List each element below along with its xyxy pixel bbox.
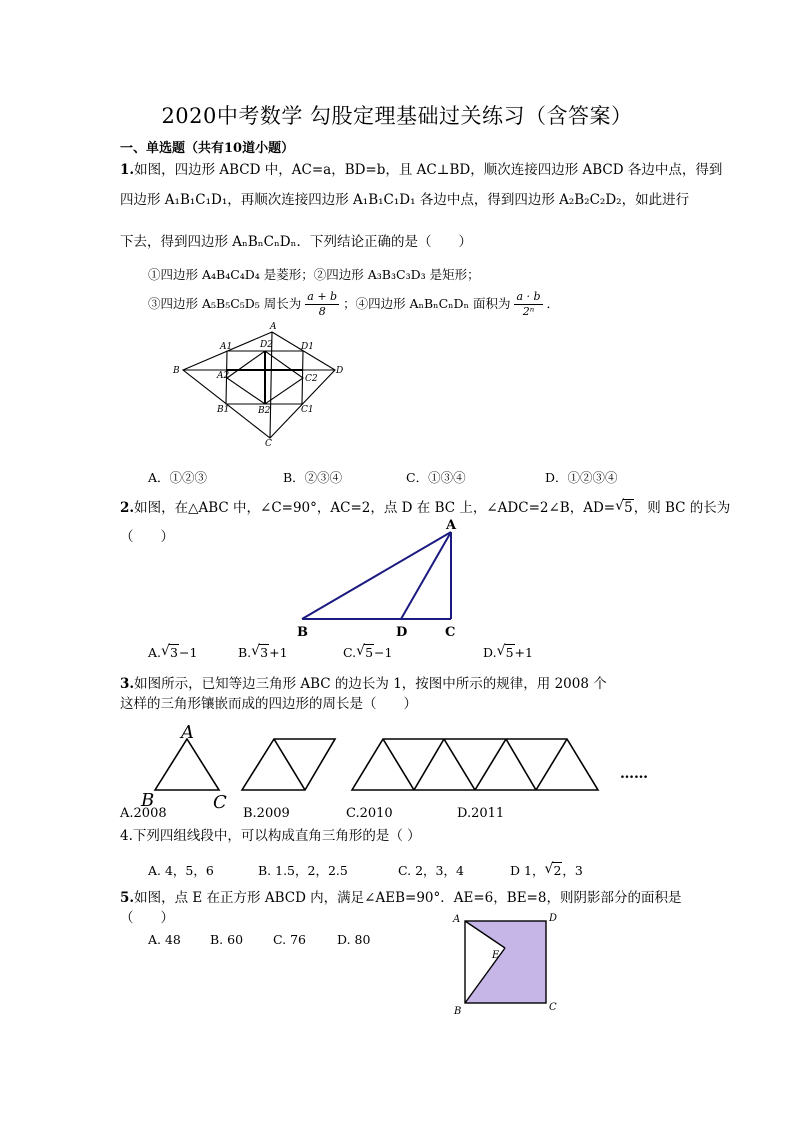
q1-label-b1: B1 [217,405,230,415]
q1-number: 1. [120,162,135,178]
q3-number: 3. [120,676,135,692]
q4-option-d[interactable] [510,861,583,879]
q5-option-a[interactable]: A. 48 [148,932,181,947]
q1-label-d1: D1 [301,342,314,352]
q3-tessellation-2 [242,739,335,790]
q4-option-b[interactable]: B. 1.5，2，2.5 [258,863,348,878]
q3-tessellation-long [352,739,598,790]
q2-opt-a-suffix: −1 [178,645,198,660]
q1-label-b2: B2 [258,406,271,416]
q1-perimeter-fraction [305,290,339,319]
q1-label-a: A [270,322,277,332]
q1-line2: 四边形 A₁B₁C₁D₁，再顺次连接四边形 A₁B₁C₁D₁ 各边中点，得到四边形 A₂B₂C₂D₂，如此进行 [120,192,690,208]
q3-figure [115,722,675,812]
q4-line [120,826,421,846]
q2-opt-d-prefix: D. [483,645,497,660]
q3-option-c[interactable]: C.2010 [346,806,393,821]
q2-paren: （ ） [120,529,174,545]
q1-line3: 下去，得到四边形 AₙBₙCₙDₙ．下列结论正确的是（ ） [120,234,472,250]
q2-opt-d-sqrt: √ 5 [496,643,514,660]
q4-option-a[interactable]: A. 4，5，6 [148,863,214,878]
q2-opt-c-suffix: −1 [374,645,393,660]
q1-label-d2: D2 [260,340,273,350]
q3-ellipsis: …… [620,766,648,782]
q2-opt-c-sqrt: √ 5 [356,643,374,660]
q5-label-a: A [453,914,461,925]
page-title: 2020中考数学 勾股定理基础过关练习（含答案） [161,104,633,128]
q4-text: 下列四组线段中，可以构成直角三角形的是（ ） [132,828,421,844]
q1-statement-3-4 [148,290,559,319]
q5-option-b[interactable]: B. 60 [210,932,244,947]
q3-label-b: B [141,790,155,811]
q5-text: 如图，点 E 在正方形 ABCD 内，满足∠AEB=90°．AE=6，BE=8，则阴影部分的面积是 [134,890,682,906]
q1-frac1-num: a + b [307,290,338,303]
q2-opt-a-sqrt: √ 3 [161,643,178,660]
q2-label-b: B [297,625,308,640]
q3-triangle-1 [155,739,219,790]
q5-number: 5. [120,890,135,906]
q2-radicand: 5 [624,500,633,516]
q2-text-end: ，则 BC 的长为 [633,500,731,516]
q4-opt-d-radicand: 2 [553,863,562,878]
q2-label-a: A [446,518,457,533]
q2-sqrt: √ 5 [615,498,633,516]
q1-text-1: 如图，四边形 ABCD 中，AC=a，BD=b，且 AC⊥BD，顺次连接四边形 ABCD 各边中点，得到 [134,162,723,178]
q1-area-fraction [514,290,542,319]
q4-opt-d-prefix: D 1， [510,863,545,878]
q2-opt-b-radicand: 3 [260,645,269,660]
q1-label-a1: A1 [220,342,233,352]
q1-label-d: D [336,366,344,376]
q3-label-c: C [213,792,227,812]
q2-label-d: D [396,625,408,640]
q1-frac2-num: a · b [516,290,541,303]
q2-label-c: C [445,625,456,640]
q2-opt-b-sqrt: √ 3 [251,643,269,660]
q1-s3c: ． [546,296,560,311]
q3-line2: 这样的三角形镶嵌而成的四边形的周长是（ ） [120,696,417,712]
q1-label-a2: A2 [217,371,230,381]
q1-frac1-den: 8 [318,305,326,318]
q2-option-d[interactable] [483,645,533,660]
q2-opt-b-suffix: +1 [269,645,288,660]
q5-option-c[interactable]: C. 76 [273,932,306,947]
q2-option-c[interactable] [343,645,392,660]
q1-figure [170,318,350,448]
q1-option-d[interactable]: D．①②③④ [545,470,618,485]
q2-opt-a-radicand: 3 [170,645,178,660]
q3-option-b[interactable]: B.2009 [243,806,290,821]
q1-option-c[interactable]: C．①③④ [406,470,466,485]
section-heading: 一、单选题（共有10道小题） [120,141,295,156]
q3-label-a: A [181,722,194,743]
q5-label-d: D [549,913,558,924]
q1-label-c2: C2 [305,374,318,384]
q4-option-c[interactable]: C. 2，3，4 [398,863,464,878]
q2-opt-c-prefix: C. [343,645,357,660]
q5-line1 [120,888,681,908]
q5-label-e: E [492,950,500,961]
q2-opt-b-prefix: B. [238,645,252,660]
q5-label-c: C [549,1002,557,1013]
q2-opt-d-suffix: +1 [514,645,533,660]
q2-number: 2. [120,500,135,516]
q2-text: 如图，在△ABC 中，∠C=90°，AC=2，点 D 在 BC 上，∠ADC=2∠B，AD= [134,500,616,516]
q1-option-a[interactable]: A．①②③ [148,470,208,485]
q3-option-a[interactable]: A.2008 [120,806,167,821]
q5-option-d[interactable]: D. 80 [337,932,371,947]
q1-s3b: ；④四边形 AₙBₙCₙDₙ 面积为 [343,296,511,311]
q1-label-c1: C1 [301,405,314,415]
q2-option-b[interactable] [238,645,288,660]
q1-statement-1-2: ①四边形 A₄B₄C₄D₄ 是菱形；②四边形 A₃B₃C₃D₃ 是矩形； [148,267,480,282]
q1-label-c: C [265,439,272,448]
q5-shaded-region [465,921,546,1003]
q2-opt-c-radicand: 5 [365,645,374,660]
q4-opt-d-sqrt: √ 2 [544,861,562,878]
q4-number: 4. [120,828,133,844]
q3-option-d[interactable]: D.2011 [457,806,505,821]
q5-label-b: B [454,1006,462,1017]
q1-option-b[interactable]: B．②③④ [283,470,343,485]
q5-paren: （ ） [120,910,174,926]
q1-line1 [120,160,722,180]
q3-text-1: 如图所示，已知等边三角形 ABC 的边长为 1，按图中所示的规律，用 2008 个 [134,676,607,692]
q2-figure [290,515,470,645]
q4-opt-d-suffix: ，3 [562,863,583,878]
q5-figure [448,908,568,1020]
q1-frac2-den: 2ⁿ [522,305,535,318]
q2-opt-a-prefix: A. [148,645,162,660]
q2-opt-d-radicand: 5 [505,645,514,660]
q2-option-a[interactable] [148,645,197,660]
q1-s3a: ③四边形 A₅B₅C₅D₅ 周长为 [148,296,302,311]
q1-label-b: B [173,366,180,376]
q3-line1 [120,674,607,694]
